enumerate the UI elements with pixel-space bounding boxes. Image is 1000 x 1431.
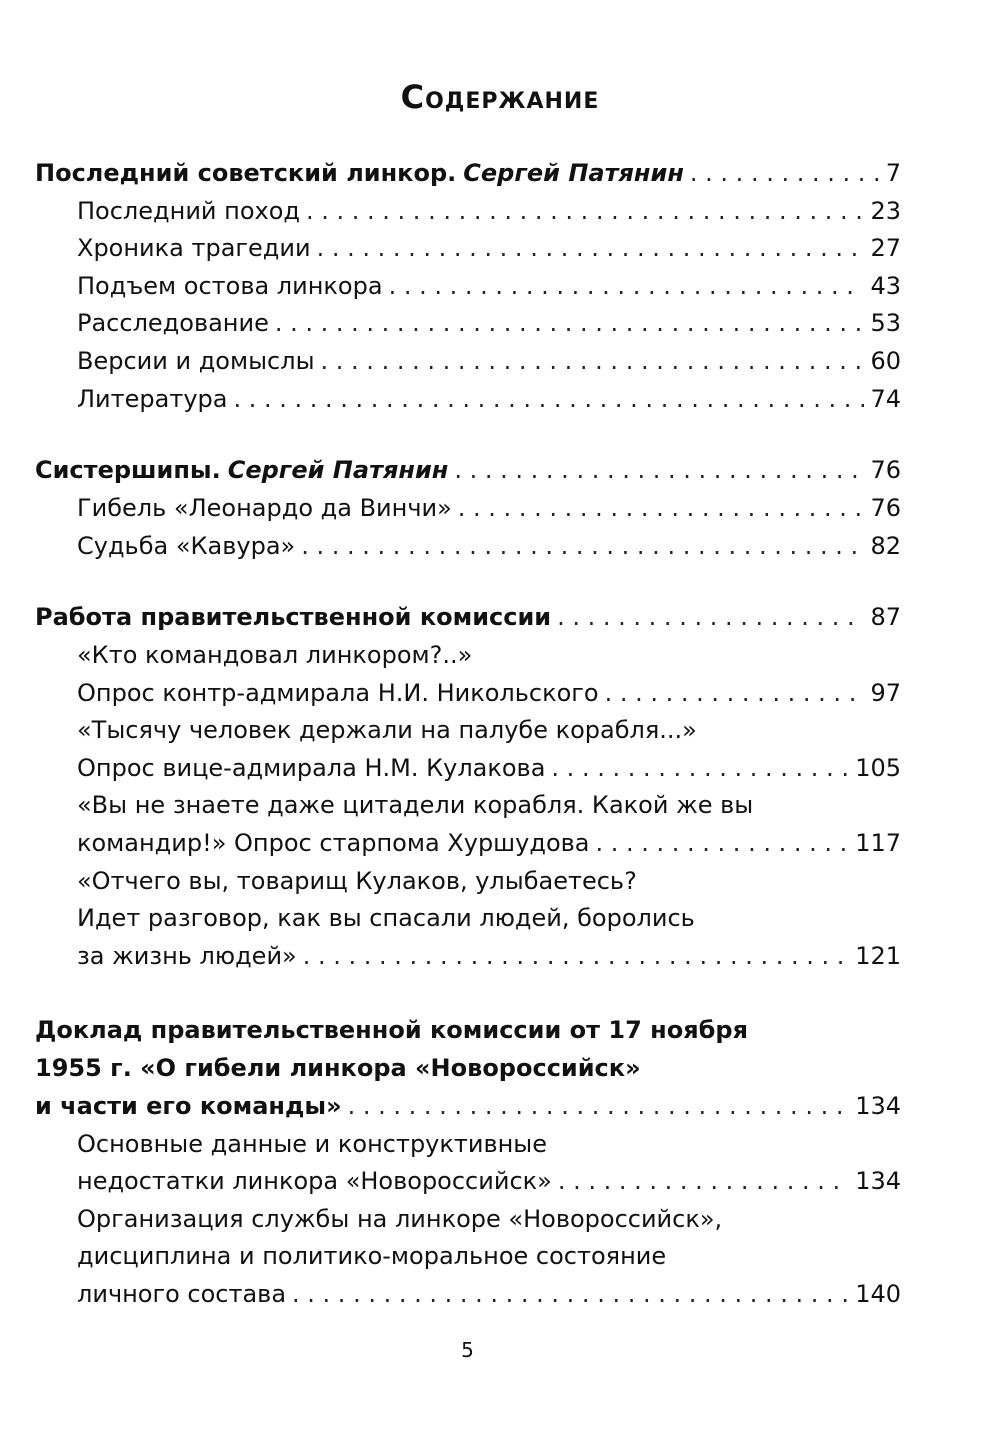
toc-entry-title: Последний поход bbox=[77, 197, 300, 225]
toc-entry-title: Идет разговор, как вы спасали людей, боролись bbox=[77, 904, 695, 932]
toc-entry-line[interactable] bbox=[77, 786, 901, 824]
leader-dots bbox=[690, 154, 880, 192]
toc-entry-title: «Тысячу человек держали на палубе корабля...» bbox=[77, 716, 697, 744]
toc-entry-title: Хроника трагедии bbox=[77, 234, 311, 262]
toc-entry[interactable] bbox=[77, 192, 901, 230]
toc-entry-title: Опрос контр-адмирала Н.И. Никольского bbox=[77, 679, 599, 707]
toc-entry[interactable] bbox=[77, 674, 901, 712]
toc-entry-title: недостатки линкора «Новороссийск» bbox=[77, 1167, 552, 1195]
toc-entry-title: личного состава bbox=[77, 1280, 287, 1308]
leader-dots bbox=[301, 527, 864, 565]
toc-section-4-line[interactable] bbox=[35, 1049, 901, 1087]
leader-dots bbox=[595, 824, 849, 862]
leader-dots bbox=[292, 1275, 849, 1313]
toc-entry-title: «Отчего вы, товарищ Кулаков, улыбаетесь? bbox=[77, 867, 637, 895]
toc-entry-line[interactable] bbox=[77, 711, 901, 749]
toc-page-number: 74 bbox=[870, 385, 901, 413]
toc-entry[interactable] bbox=[77, 342, 901, 380]
toc-page-number: 7 bbox=[885, 159, 901, 187]
toc-section-title: Работа правительственной комиссии bbox=[35, 603, 552, 631]
toc-section-title: и части его команды» bbox=[35, 1092, 342, 1120]
toc-section-title: 1955 г. «О гибели линкора «Новороссийск» bbox=[35, 1054, 641, 1082]
toc-page-number: 23 bbox=[870, 197, 901, 225]
toc-page-number: 82 bbox=[870, 532, 901, 560]
toc-entry-line[interactable] bbox=[77, 899, 901, 937]
toc-entry[interactable] bbox=[77, 380, 901, 418]
toc-page-number: 60 bbox=[870, 347, 901, 375]
toc-page-number: 43 bbox=[870, 272, 901, 300]
toc-entry-line[interactable] bbox=[77, 636, 901, 674]
toc-section-4-line[interactable] bbox=[35, 1011, 901, 1049]
toc-entry[interactable] bbox=[77, 229, 901, 267]
toc-entry-line[interactable] bbox=[77, 1237, 901, 1275]
leader-dots bbox=[605, 674, 865, 712]
toc-entry[interactable] bbox=[77, 527, 901, 565]
leader-dots bbox=[389, 267, 865, 305]
toc-entry-title: «Вы не знаете даже цитадели корабля. Какой же вы bbox=[77, 791, 754, 819]
leader-dots bbox=[551, 749, 849, 787]
toc-page-number: 97 bbox=[870, 679, 901, 707]
toc-entry-title: дисциплина и политико-моральное состояние bbox=[77, 1242, 667, 1270]
toc-entry[interactable] bbox=[77, 824, 901, 862]
toc-entry-title: Гибель «Леонардо да Винчи» bbox=[77, 494, 452, 522]
toc-page-number: 134 bbox=[855, 1167, 901, 1195]
toc-page-number: 117 bbox=[855, 829, 901, 857]
toc-page-number: 76 bbox=[870, 494, 901, 522]
toc-entry-title: Основные данные и конструктивные bbox=[77, 1130, 548, 1158]
toc-entry[interactable] bbox=[77, 1275, 901, 1313]
toc-entry-line[interactable] bbox=[77, 1200, 901, 1238]
leader-dots bbox=[348, 1087, 850, 1125]
leader-dots bbox=[275, 304, 865, 342]
toc-entry-line[interactable] bbox=[77, 1125, 901, 1163]
toc-section-title: Систершипы. bbox=[35, 456, 221, 484]
leader-dots bbox=[558, 1162, 849, 1200]
toc-entry-title: Расследование bbox=[77, 309, 269, 337]
toc-section-3[interactable] bbox=[35, 598, 901, 636]
toc-entry[interactable] bbox=[77, 937, 901, 975]
page-number: 5 bbox=[461, 1338, 474, 1362]
toc-page-number: 27 bbox=[870, 234, 901, 262]
toc-entry-title: Опрос вице-адмирала Н.М. Кулакова bbox=[77, 754, 546, 782]
toc-section-title: Последний советский линкор. bbox=[35, 159, 457, 187]
toc-section-author: Сергей Патянин bbox=[463, 159, 684, 187]
toc-entry-title: Литература bbox=[77, 385, 228, 413]
toc-section-4[interactable] bbox=[35, 1087, 901, 1125]
toc-entry-title: Подъем остова линкора bbox=[77, 272, 383, 300]
toc-section-1[interactable] bbox=[35, 154, 901, 192]
toc-page-number: 105 bbox=[855, 754, 901, 782]
toc-section-author: Сергей Патянин bbox=[227, 456, 449, 484]
toc-entry[interactable] bbox=[77, 749, 901, 787]
toc-page-number: 76 bbox=[870, 456, 901, 484]
toc-section-title: Доклад правительственной комиссии от 17 ноября bbox=[35, 1016, 748, 1044]
toc-page-number: 121 bbox=[855, 942, 901, 970]
toc-page-number: 134 bbox=[855, 1092, 901, 1120]
page-title: Содержание bbox=[400, 78, 600, 116]
toc-entry-title: «Кто командовал линкором?..» bbox=[77, 641, 473, 669]
leader-dots bbox=[317, 229, 865, 267]
toc-entry-line[interactable] bbox=[77, 862, 901, 900]
leader-dots bbox=[233, 380, 864, 418]
toc-entry-title: Организация службы на линкоре «Новороссийск», bbox=[77, 1205, 723, 1233]
toc-page-number: 140 bbox=[855, 1280, 901, 1308]
leader-dots bbox=[303, 937, 849, 975]
leader-dots bbox=[454, 451, 864, 489]
leader-dots bbox=[458, 489, 865, 527]
toc-page-number: 87 bbox=[870, 603, 901, 631]
toc-entry[interactable] bbox=[77, 267, 901, 305]
toc-entry-title: командир!» Опрос старпома Хуршудова bbox=[77, 829, 590, 857]
toc-section-2[interactable] bbox=[35, 451, 901, 489]
toc-page-number: 53 bbox=[870, 309, 901, 337]
toc-entry[interactable] bbox=[77, 304, 901, 342]
toc-entry-title: Версии и домыслы bbox=[77, 347, 315, 375]
toc-entry-title: Судьба «Кавура» bbox=[77, 532, 296, 560]
leader-dots bbox=[557, 598, 864, 636]
leader-dots bbox=[306, 192, 864, 230]
toc-entry-title: за жизнь людей» bbox=[77, 942, 297, 970]
leader-dots bbox=[321, 342, 865, 380]
toc-entry[interactable] bbox=[77, 1162, 901, 1200]
toc-entry[interactable] bbox=[77, 489, 901, 527]
